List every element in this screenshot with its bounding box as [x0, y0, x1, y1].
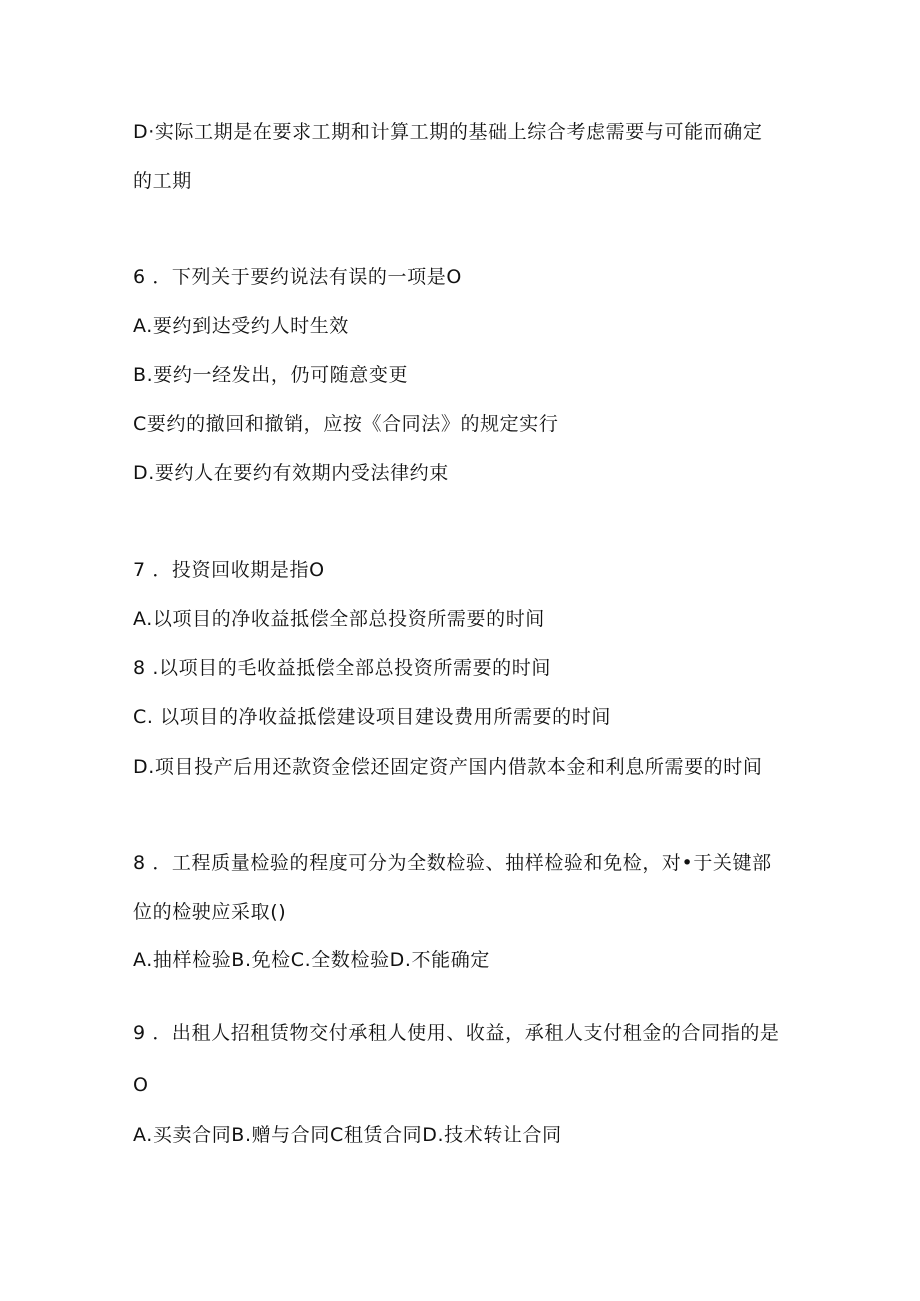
question-7-option-a: A.以项目的净收益抵偿全部总投资所需要的时间	[133, 608, 545, 630]
question-7-option-c: C. 以项目的净收益抵偿建设项目建设费用所需要的时间	[133, 706, 611, 728]
question-6-option-c: C要约的撤回和撤销，应按《合同法》的规定实行	[133, 413, 559, 435]
question-6-option-b: B.要约一经发出，仍可随意变更	[133, 364, 409, 386]
question-6-stem: 6 ．下列关于要约说法有误的一项是O	[133, 266, 462, 288]
question-6-option-a: A.要约到达受约人时生效	[133, 315, 349, 337]
question-7-option-d: D.项目投产后用还款资金偿还固定资产国内借款本金和利息所需要的时间	[133, 756, 763, 778]
question-8-options: A.抽样检验B.免检C.全数检验D.不能确定	[133, 949, 490, 971]
option-d-line-1: D·实际工期是在要求工期和计算工期的基础上综合考虑需要与可能而确定	[133, 121, 763, 143]
question-8-stem-line-1: 8 ．工程质量检验的程度可分为全数检验、抽样检验和免检，对•于关键部	[133, 852, 772, 874]
question-7-stem: 7 ．投资回收期是指O	[133, 559, 325, 581]
question-8-stem-line-2: 位的检驶应采取()	[133, 901, 287, 923]
question-9-stem-line-2: O	[133, 1074, 149, 1096]
question-7-option-b: 8 .以项目的毛收益抵偿全部总投资所需要的时间	[133, 657, 551, 679]
question-9-stem-line-1: 9 ．出租人招租赁物交付承租人使用、收益，承租人支付租金的合同指的是	[133, 1022, 780, 1044]
question-9-options: A.买卖合同B.赠与合同C租赁合同D.技术转让合同	[133, 1124, 562, 1146]
option-d-line-2: 的工期	[133, 170, 192, 192]
question-6-option-d: D.要约人在要约有效期内受法律约束	[133, 462, 449, 484]
